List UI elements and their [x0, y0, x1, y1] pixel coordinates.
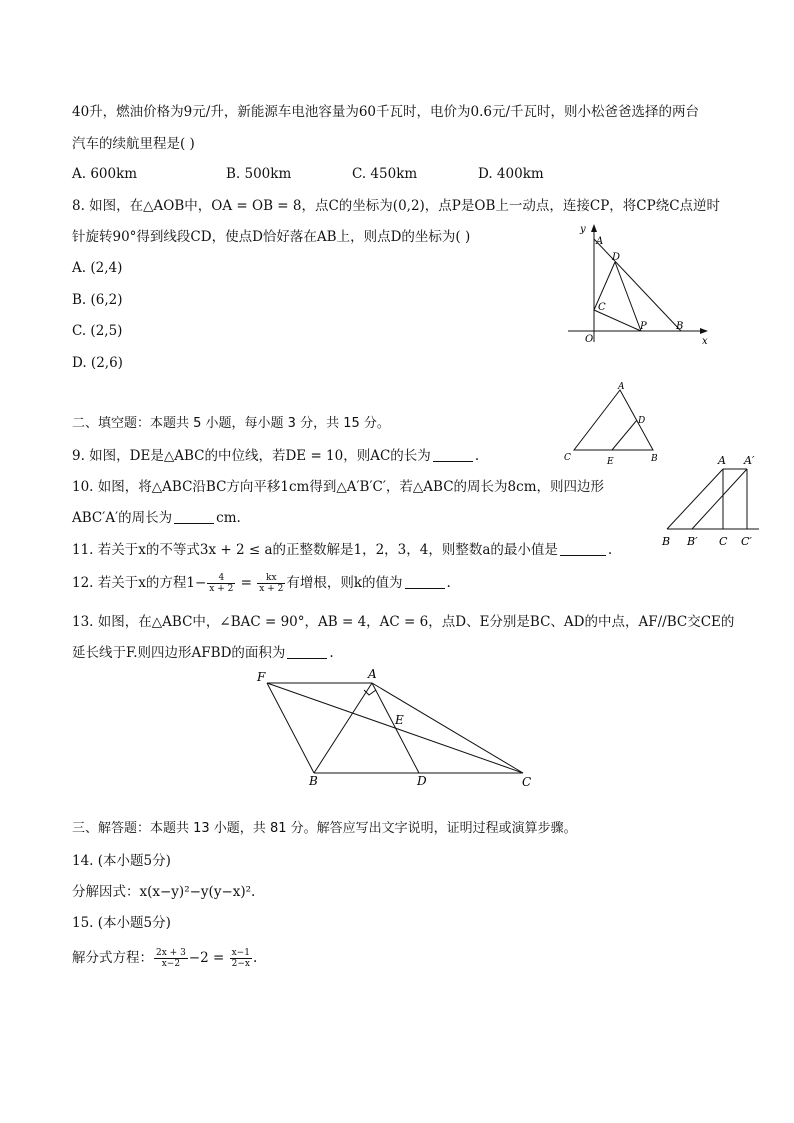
q8-label-x: x [702, 336, 708, 347]
q13-label-e: E [395, 713, 404, 727]
q10-answer-blank[interactable] [174, 509, 214, 524]
q12-text-after: . [446, 575, 451, 591]
q12-frac2-numerator: kx [257, 573, 285, 584]
q15-fraction-1 [154, 948, 188, 969]
q9-label-b: B [651, 454, 658, 464]
q13-label-d: D [417, 774, 427, 788]
q9-figure [558, 378, 668, 470]
q12-text [72, 573, 451, 594]
q12-text-after-frac: 有增根，则k的值为 [286, 575, 403, 591]
q8-option-a: A. (2,4) [72, 260, 123, 276]
q8-text-line2: 针旋转90°得到线段CD，使点D恰好落在AB上，则点D的坐标为( ) [72, 229, 471, 245]
q12-equals: = [236, 575, 257, 591]
q15-frac1-denominator: x−2 [161, 959, 181, 969]
q15-frac2-denominator: 2−x [231, 959, 250, 969]
q7-option-d: D. 400km [478, 166, 544, 182]
q8-y-arrow-icon [591, 224, 597, 232]
q8-x-arrow-icon [700, 328, 708, 334]
q15-fraction-2 [230, 948, 252, 969]
q13-segment-ba [314, 683, 372, 773]
q8-label-b: B [676, 321, 684, 332]
q14-title: 14. (本小题5分) [72, 853, 171, 869]
q13-label-f: F [257, 670, 266, 684]
q11-text [72, 540, 612, 560]
q9-segment-de [612, 420, 637, 450]
q11-text-after: . [607, 542, 613, 558]
q8-segment-ab [594, 239, 684, 332]
q12-frac1-denominator: x + 2 [209, 584, 234, 594]
q15-title: 15. (本小题5分) [72, 915, 171, 931]
q15-mid: −2 = [188, 950, 229, 966]
q10-label-b: B [662, 535, 671, 548]
q15-text [72, 948, 257, 969]
q15-frac2-numerator: x−1 [231, 948, 250, 958]
q10-text-line2-after: cm. [216, 510, 241, 526]
q8-text-line1: 8. 如图，在△AOB中，OA = OB = 8，点C的坐标为(0,2)，点P是OB上一动点，连接CP，将CP绕C点逆时 [72, 198, 721, 214]
q8-option-b: B. (6,2) [72, 292, 123, 308]
q13-text-line1: 13. 如图，在△ABC中，∠BAC = 90°，AB = 4，AC = 6，点D、E分别是BC、AD的中点，AF//BC交CE的 [72, 614, 735, 630]
q13-label-a: A [368, 667, 377, 681]
q10-text-line2-before: ABC′A′的周长为 [72, 510, 173, 526]
q9-text [72, 446, 479, 466]
q10-label-a: A [718, 454, 726, 467]
q12-fraction-1 [207, 573, 235, 594]
q8-figure [560, 220, 710, 350]
q10-text-line2 [72, 508, 241, 528]
q9-text-before: 9. 如图，DE是△ABC的中位线，若DE = 10，则AC的长为 [72, 448, 431, 464]
q8-option-d: D. (2,6) [72, 355, 123, 371]
q7-option-c: C. 450km [352, 166, 418, 182]
q10-text-line1: 10. 如图，将△ABC沿BC方向平移1cm得到△A′B′C′，若△ABC的周长为8cm，则四边形 [72, 479, 605, 495]
q15-frac1-numerator: 2x + 3 [156, 948, 186, 958]
q13-text-line2-after: . [329, 645, 334, 661]
q8-label-y: y [580, 224, 586, 235]
q13-text-line2-before: 延长线于F.则四边形AFBD的面积为 [72, 645, 286, 661]
q13-answer-blank[interactable] [287, 644, 327, 659]
q12-answer-blank[interactable] [405, 574, 445, 589]
section2-heading: 二、填空题：本题共 5 小题，每小题 3 分，共 15 分。 [72, 416, 390, 431]
q12-frac1-numerator: 4 [207, 573, 235, 584]
q9-text-after: . [474, 448, 480, 464]
q10-label-b-prime: B′ [687, 535, 698, 548]
q8-label-c: C [598, 302, 606, 313]
q13-right-angle-mark [364, 690, 376, 695]
q13-figure [252, 664, 542, 792]
q13-label-b: B [309, 774, 318, 788]
q10-segment-ab [667, 469, 723, 529]
q9-answer-blank[interactable] [433, 447, 473, 462]
q8-label-d: D [612, 252, 621, 263]
q9-label-e: E [607, 457, 614, 467]
q13-segment-fb [267, 683, 314, 773]
q11-text-before: 11. 若关于x的不等式3x + 2 ≤ a的正整数解是1，2，3，4，则整数a的最小值是 [72, 542, 558, 558]
q10-label-a-prime: A′ [744, 454, 755, 467]
q10-label-c-prime: C′ [741, 535, 752, 548]
q13-text-line2 [72, 643, 334, 663]
q12-frac2-denominator: x + 2 [259, 584, 284, 594]
q9-label-a: A [618, 382, 625, 392]
q9-label-d: D [638, 416, 646, 426]
q10-figure [655, 450, 775, 550]
q15-text-after: . [252, 950, 258, 966]
q12-fraction-2 [257, 573, 285, 594]
q7-text-line1: 40升，燃油价格为9元/升，新能源车电池容量为60千瓦时，电价为0.6元/千瓦时，则小松爸爸选择的两台 [72, 104, 700, 120]
q12-text-before: 12. 若关于x的方程1− [72, 575, 207, 591]
q7-option-b: B. 500km [226, 166, 292, 182]
q8-label-a: A [596, 236, 604, 247]
q7-option-a: A. 600km [72, 166, 138, 182]
q13-label-c: C [522, 775, 532, 789]
q14-text: 分解因式：x(x−y)²−y(y−x)². [72, 884, 256, 900]
q8-label-p: P [640, 321, 647, 332]
q9-label-c: C [564, 453, 571, 463]
q8-option-c: C. (2,5) [72, 323, 123, 339]
q7-text-line2: 汽车的续航里程是( ) [72, 136, 195, 152]
q11-answer-blank[interactable] [560, 541, 606, 556]
q15-text-before: 解分式方程： [72, 950, 153, 966]
q10-label-c: C [719, 535, 728, 548]
q10-segment-a2b2 [692, 469, 747, 529]
section3-heading: 三、解答题：本题共 13 小题，共 81 分。解答应写出文字说明，证明过程或演算步骤。 [72, 821, 577, 836]
q8-label-o: O [585, 334, 594, 345]
